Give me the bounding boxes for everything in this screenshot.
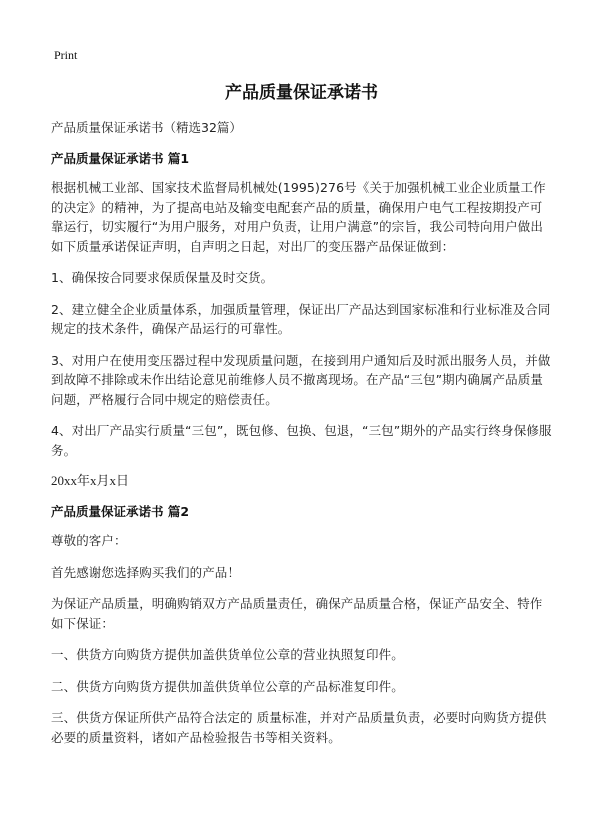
section-2-paragraph: 首先感谢您选择购买我们的产品！ xyxy=(51,564,241,580)
section-heading-2: 产品质量保证承诺书 篇2 xyxy=(51,504,190,519)
section-1-date: 20xx年x月x日 xyxy=(51,473,130,488)
section-1-paragraph: 2、建立健全企业质量体系，加强质量管理，保证出厂产品达到国家标准和行业标准及合同规定的技术条件，确保产品运行的可靠性。 xyxy=(51,301,551,336)
section-1-paragraph: 根据机械工业部、国家技术监督局机械处(1995)276号《关于加强机械工业企业质量工作的决定》的精神，为了提高电站及输变电配套产品的质量，确保用户电气工程按期投产可靠运行，切实履行“为用户服务，对用户负责，让用户满意”的宗旨，我公司特向用户做出如下质量承诺保证声明，自声明之日起，对出厂的变压器产品保证做到： xyxy=(51,180,546,254)
section-1-paragraph: 3、对用户在使用变压器过程中发现质量问题，在接到用户通知后及时派出服务人员，并做到故障不排除或未作出结论意见前维修人员不撤离现场。在产品“三包”期内确属产品质量问题，严格履行合同中规定的赔偿责任。 xyxy=(51,352,551,407)
section-1-paragraph: 4、对出厂产品实行质量“三包”，既包修、包换、包退，“三包”期外的产品实行终身保修服务。 xyxy=(51,423,552,458)
section-2-paragraph: 二、供货方向购货方提供加盖供货单位公章的产品标准复印件。 xyxy=(51,678,404,694)
document-title: 产品质量保证承诺书 xyxy=(225,83,378,103)
print-label: Print xyxy=(54,48,78,62)
section-2-paragraph: 一、供货方向购货方提供加盖供货单位公章的营业执照复印件。 xyxy=(51,647,404,662)
section-2-paragraph: 为保证产品质量，明确购销双方产品质量责任，确保产品质量合格，保证产品安全、特作如下保证： xyxy=(51,596,543,631)
document-subtitle: 产品质量保证承诺书（精选32篇） xyxy=(51,120,242,135)
section-heading-1: 产品质量保证承诺书 篇1 xyxy=(51,151,190,166)
section-2-paragraph: 尊敬的客户： xyxy=(51,533,127,548)
section-1-paragraph: 1、确保按合同要求保质保量及时交货。 xyxy=(51,270,274,285)
section-2-paragraph: 三、供货方保证所供产品符合法定的 质量标准，并对产品质量负责，必要时向购货方提供必要的质量资料，诸如产品检验报告书等相关资料。 xyxy=(51,710,547,745)
